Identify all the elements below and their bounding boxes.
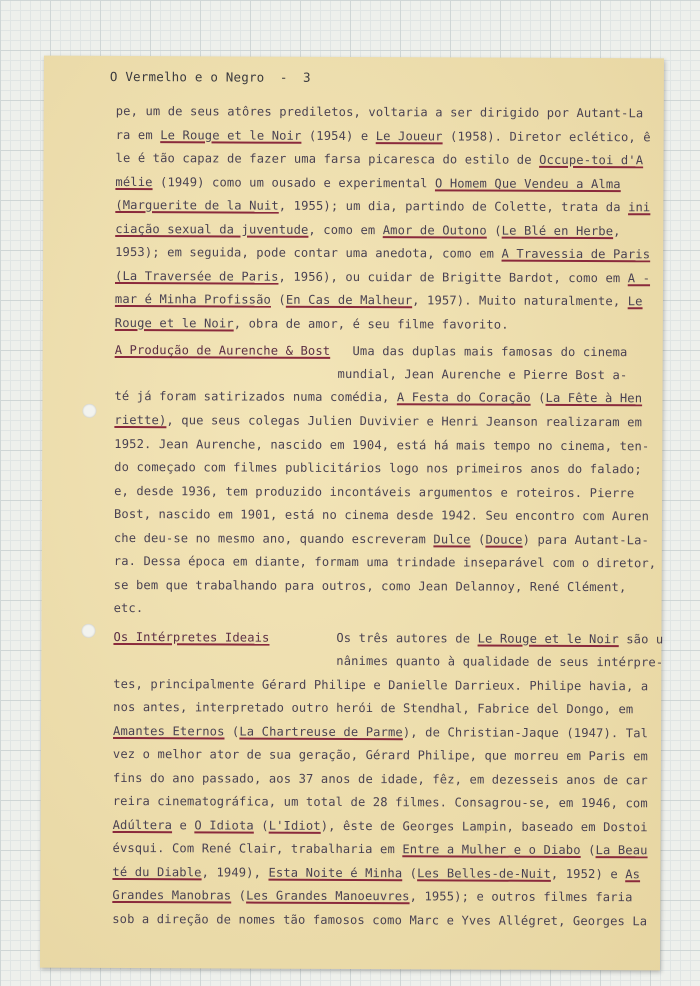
- text-line: [114, 484, 634, 500]
- text-span: che deu-se no mesmo ano, quando escreveram: [113, 530, 434, 547]
- underlined-title: A Travessia de Paris: [501, 246, 651, 262]
- text-line: [115, 198, 650, 214]
- section-heading: Os Intérpretes Ideais: [113, 629, 270, 645]
- text-span: (: [580, 843, 596, 858]
- text-line: [113, 771, 648, 787]
- text-span: mundial, Jean Aurenche e Pierre Bost a-: [114, 365, 628, 383]
- text-span: évsqui. Com René Clair, trabalharia em: [112, 840, 403, 857]
- text-span: fins do ano passado, aos 37 anos de idade, fêz, em dezesseis anos de car: [112, 770, 648, 788]
- text-line: [115, 175, 620, 191]
- text-line: [113, 630, 663, 646]
- underlined-title: A Festa do Coração: [396, 390, 531, 405]
- text-line: [113, 794, 648, 810]
- text-line: [112, 912, 647, 928]
- text-span: (: [470, 532, 486, 547]
- text-span: , como em: [308, 222, 383, 238]
- text-span: nos antes, interpretado outro herói de Stendhal, Fabrice del Dongo, em: [113, 699, 634, 717]
- underlined-title: (Marguerite de la Nuit: [115, 197, 279, 213]
- text-line: [113, 724, 648, 740]
- text-line: [113, 841, 648, 857]
- underlined-title: ini: [628, 200, 651, 215]
- text-span: ra em: [115, 127, 161, 143]
- text-span: sob a direção de nomes tão famosos como Marc e Yves Allégret, Georges La: [112, 911, 648, 929]
- text-span: (: [486, 223, 502, 238]
- text-span: (1954) e: [301, 128, 376, 144]
- text-span: , 1952) e: [550, 866, 626, 882]
- text-span: são u: [618, 632, 664, 647]
- text-line: [115, 316, 509, 332]
- text-span: ), de Christian-Jaque (1947). Tal: [402, 725, 649, 741]
- text-span: tes, principalmente Gérard Philipe e Danielle Darrieux. Philipe havia, a: [113, 676, 649, 694]
- text-span: se bem que trabalhando para outros, como Jean Delannoy, René Clément,: [113, 577, 627, 595]
- text-line: [114, 460, 642, 476]
- text-span: do começado com filmes publicitários logo nos primeiros anos do falado;: [114, 459, 642, 477]
- text-line: [116, 104, 644, 120]
- text-line: [115, 269, 650, 285]
- underlined-title: (La Traversée de Paris: [115, 268, 279, 284]
- text-span: (: [231, 888, 247, 903]
- text-line: [114, 531, 649, 547]
- text-span: le é tão capaz de fazer uma farsa picaresca do estilo de: [115, 150, 540, 167]
- underlined-title: Entre a Mulher e o Diabo: [402, 842, 581, 858]
- underlined-title: Amantes Eternos: [113, 723, 225, 739]
- text-span: 1952. Jean Aurenche, nascido em 1904, está há mais tempo no cinema, ten-: [114, 436, 650, 454]
- underlined-title: Le Rouge et le Noir: [160, 128, 302, 143]
- text-line: [114, 507, 649, 523]
- text-span: (: [253, 818, 269, 833]
- text-span: , obra de amor, é seu filme favorito.: [233, 316, 509, 332]
- text-span: nânimes quanto à qualidade de seus intérpre-: [113, 652, 664, 670]
- text-span: Uma das duplas mais famosas do cinema: [330, 343, 628, 360]
- text-line: [112, 865, 640, 881]
- underlined-title: mélie: [115, 174, 153, 190]
- text-span: , 1957). Muito naturalmente,: [412, 293, 628, 309]
- text-line: [113, 747, 648, 763]
- text-span: (: [270, 292, 286, 307]
- text-line: [115, 245, 650, 261]
- text-line: [113, 700, 633, 716]
- punch-hole: [81, 624, 95, 638]
- text-line: [113, 653, 663, 669]
- text-span: reira cinematográfica, um total de 28 filmes. Consagrou-se, em 1946, com: [112, 793, 648, 811]
- text-line: [115, 366, 628, 382]
- text-line: [115, 292, 643, 308]
- page-header: O Vermelho e o Negro - 3: [109, 68, 311, 85]
- underlined-title: té du Diable: [112, 864, 202, 880]
- text-span: ra. Dessa época em diante, formam uma trindade inseparável com o diretor,: [113, 553, 657, 571]
- underlined-title: La Fête à Hen: [545, 390, 643, 406]
- underlined-title: Grandes Manobras: [112, 887, 232, 903]
- underlined-title: Le Blé en Herbe: [501, 223, 614, 239]
- text-line: [112, 888, 632, 904]
- text-span: (1949) como um ousado e experimental: [152, 175, 436, 191]
- underlined-title: Les Belles-de-Nuit: [417, 866, 551, 881]
- text-span: , que seus colegas Julien Duvivier e Henri Jeanson realizaram em: [166, 413, 643, 430]
- text-line: [113, 677, 648, 693]
- text-span: (: [224, 724, 240, 739]
- underlined-title: Occupe-toi d'A: [539, 152, 644, 168]
- text-span: , 1955); e outros filmes faria: [409, 889, 633, 905]
- underlined-title: Rouge et le Noir: [114, 315, 234, 331]
- underlined-title: riette): [114, 412, 167, 428]
- paper-sheet: [40, 56, 664, 971]
- underlined-title: A -: [627, 271, 651, 286]
- text-span: ), êste de Georges Lampin, baseado em Dostoi: [320, 818, 648, 835]
- punch-hole: [82, 404, 96, 418]
- text-span: Bost, nascido em 1901, está no cinema desde 1942. Seu encontro com Auren: [113, 506, 650, 524]
- underlined-title: Dulce: [433, 532, 471, 547]
- underlined-title: La Chartreuse de Parme: [239, 724, 403, 740]
- text-line: [116, 151, 644, 167]
- text-line: [114, 413, 642, 429]
- text-line: [114, 554, 657, 570]
- text-line: [114, 601, 144, 615]
- text-span: ) para Autant-La-: [522, 532, 649, 548]
- text-span: ,: [613, 224, 621, 239]
- text-line: [116, 128, 651, 144]
- underlined-title: Le Rouge et le Noir: [477, 631, 619, 647]
- underlined-title: mar é Minha Profissão: [114, 291, 272, 307]
- text-span: (: [530, 390, 546, 405]
- underlined-title: As: [625, 867, 641, 882]
- underlined-title: O Idiota: [194, 818, 254, 833]
- text-span: 1953); em seguida, pode contar uma anedota, como em: [115, 244, 502, 261]
- underlined-title: Adúltera: [112, 817, 173, 833]
- text-span: , 1956), ou cuidar de Brigitte Bardot, como em: [278, 269, 628, 286]
- underlined-title: L'Idiot: [268, 818, 321, 833]
- text-span: e: [172, 818, 195, 833]
- underlined-title: Le Joueur: [375, 129, 443, 144]
- underlined-title: Douce: [485, 532, 523, 547]
- section-heading: A Produção de Aurenche & Bost: [114, 342, 331, 358]
- text-span: té já foram satirizados numa comédia,: [114, 388, 397, 405]
- text-line: [114, 437, 649, 453]
- text-span: vez o melhor ator de sua geração, Gérard Philipe, que morreu em Paris em: [112, 746, 649, 764]
- text-span: Os três autores de: [269, 630, 478, 646]
- text-span: e, desde 1936, tem produzido incontáveis argumentos e roteiros. Pierre: [114, 483, 635, 501]
- underlined-title: ciação sexual da juventude: [115, 221, 309, 237]
- underlined-title: Les Grandes Manoeuvres: [246, 888, 410, 904]
- text-line: [114, 389, 642, 405]
- text-span: etc.: [113, 600, 144, 616]
- text-span: , 1949),: [201, 865, 269, 880]
- underlined-title: Le: [627, 294, 643, 309]
- text-line: [115, 343, 628, 359]
- underlined-title: O Homem Que Vendeu a Alma: [434, 176, 621, 192]
- underlined-title: La Beau: [595, 843, 648, 858]
- text-span: , 1955); um dia, partindo de Colette, trata da: [278, 198, 629, 215]
- text-span: (: [402, 866, 418, 881]
- text-line: [114, 578, 627, 594]
- underlined-title: Amor de Outono: [382, 223, 487, 238]
- text-span: (1958). Diretor eclético, ê: [442, 129, 651, 145]
- text-line: [115, 222, 620, 238]
- text-line: [113, 818, 648, 834]
- text-span: pe, um de seus atôres prediletos, voltaria a ser dirigido por Autant-La: [115, 103, 644, 121]
- underlined-title: En Cas de Malheur: [285, 292, 413, 308]
- underlined-title: Esta Noite é Minha: [268, 865, 403, 881]
